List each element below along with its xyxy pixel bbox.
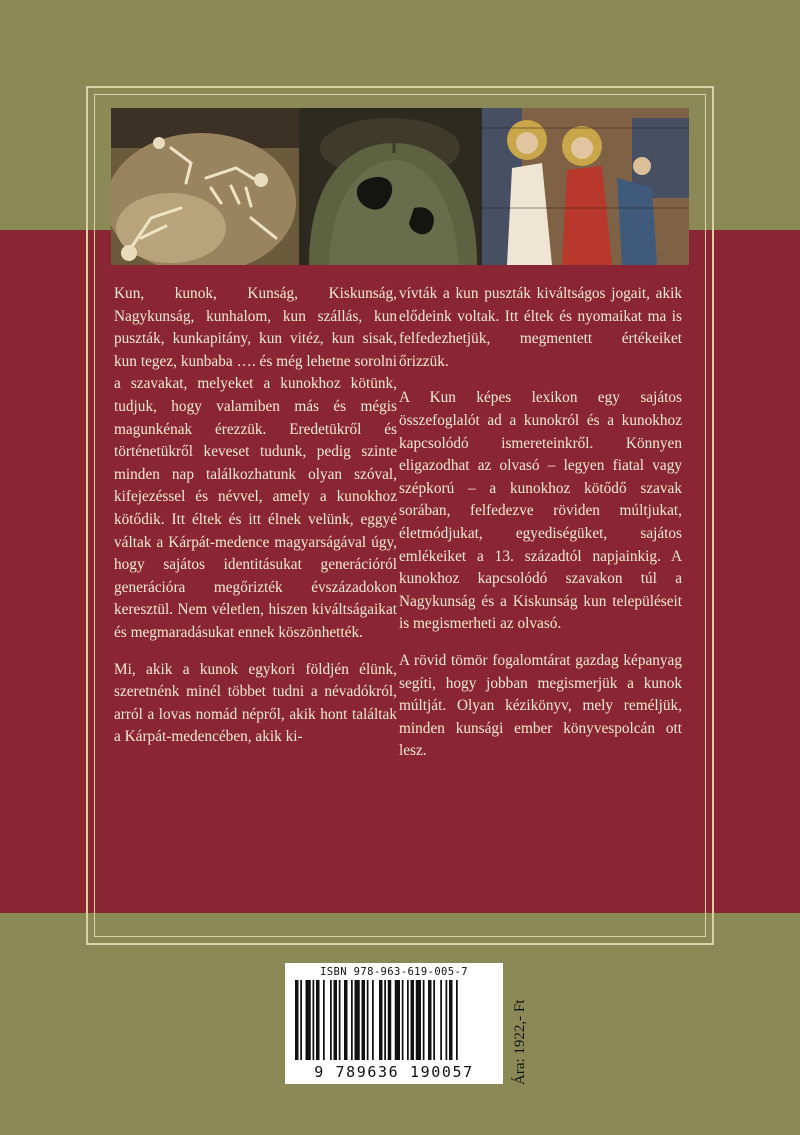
right-paragraph-1: vívták a kun puszták kiváltságos jogait, akik elődeink voltak. Itt éltek és nyomaikat ma is felfedezhetjük, megmentett értékeiket őrizzük. bbox=[399, 285, 682, 370]
barcode-number: 9 789636 190057 bbox=[314, 1063, 474, 1081]
price-label: Ára: 1922,- Ft bbox=[512, 999, 528, 1085]
left-text-column bbox=[114, 283, 397, 763]
barcode-bars bbox=[291, 980, 497, 1062]
photo-strip bbox=[111, 108, 689, 265]
left-paragraph-1: Kun, kunok, Kunság, Kiskunság, Nagykunság, kunhalom, kun szállás, kun puszták, kunkapitány, kun vitéz, kun sisak, kun tegez, kunbaba …. és még lehetne sorolni a szavakat, melyeket a kunokhoz kötünk, tudjuk, hogy valamiben más és mégis magunkénak érezzük. Eredetükről és történetükről keveset tudunk, pedig szinte minden nap találkozhatunk olyan szóval, kifejezéssel és névvel, amely a kunokhoz kötődik. Itt éltek és itt élnek velünk, eggyé váltak a Kárpát-medence magyarságával úgy, hogy sajátos identitásukat generációról generációra megőrizték évszázadokon keresztül. Nem véletlen, hiszen kiváltságaikat és megmaradásukat ennek köszönhették. bbox=[114, 285, 397, 641]
right-text-column bbox=[399, 283, 682, 777]
right-paragraph-3: A rövid tömör fogalomtárat gazdag képanyag segíti, hogy jobban megismerjük a kunok múltját. Olyan kézikönyv, mely reméljük, minden kunsági ember könyvespolcán ott lesz. bbox=[399, 651, 682, 760]
medieval-fresco-photo bbox=[482, 108, 689, 265]
excavated-skeleton-photo bbox=[111, 108, 299, 265]
isbn-barcode bbox=[285, 963, 503, 1084]
isbn-label: ISBN 978-963-619-005-7 bbox=[320, 966, 468, 978]
cuman-helmet-photo bbox=[299, 108, 482, 265]
left-paragraph-2: Mi, akik a kunok egykori földjén élünk, szeretnénk minél többet tudni a névadókról, arról a lovas nomád népről, akik hont találtak a Kárpát-medencében, akik ki- bbox=[114, 660, 397, 746]
right-paragraph-2: A Kun képes lexikon egy sajátos összefoglalót ad a kunokról és a kunokhoz kapcsolódó ismereteinkről. Könnyen eligazodhat az olvasó – legyen fiatal vagy szépkorú – a kunokhoz kötődő szavak sorában, felfedezve röviden múltjukat, életmódjukat, egyediségüket, sajátos emlékeiket a 13. századtól napjainkig. A kunokhoz kapcsolódó szavakon túl a Nagykunság és a Kiskunság kun településeit is megismerheti az olvasó. bbox=[399, 389, 682, 633]
